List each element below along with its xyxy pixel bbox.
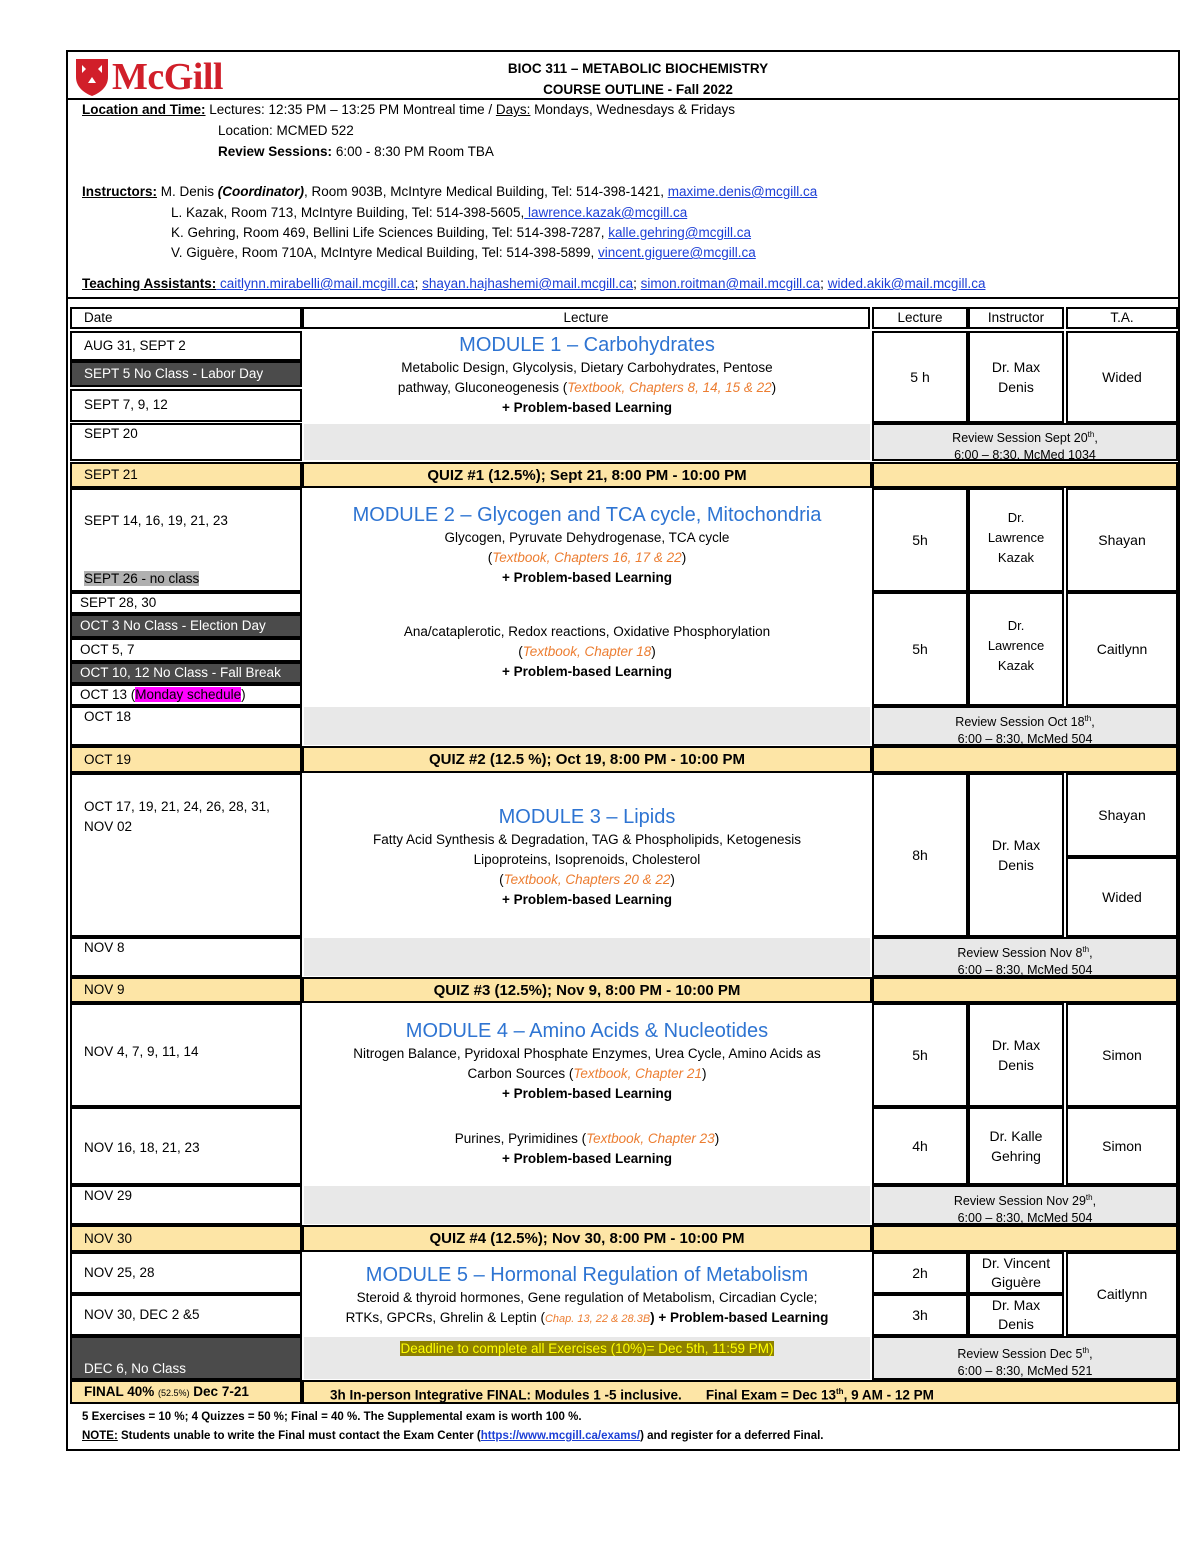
m5-instructor-1: Dr. Vincent Giguère bbox=[968, 1252, 1064, 1294]
m3-ta-2: Wided bbox=[1066, 857, 1178, 937]
email-ta-simon-link[interactable]: simon.roitman@mail.mcgill.ca bbox=[640, 276, 821, 291]
m4-hours: 5h bbox=[872, 1003, 968, 1107]
r2-date: OCT 18 bbox=[70, 706, 302, 746]
m4b-ta: Simon bbox=[1066, 1107, 1178, 1185]
m5-ta: Caitlynn bbox=[1066, 1252, 1178, 1336]
m1-ta: Wided bbox=[1066, 331, 1178, 423]
mcgill-logo bbox=[70, 54, 260, 98]
m4-desc2: Carbon Sources (Textbook, Chapter 21) bbox=[467, 1066, 707, 1081]
m2-title: MODULE 2 – Glycogen and TCA cycle, Mitochondria bbox=[352, 504, 822, 526]
m1-lecture bbox=[304, 332, 870, 424]
m1-desc1: Metabolic Design, Glycolysis, Dietary Carbohydrates, Pentose bbox=[401, 360, 773, 375]
m5-hours-2: 3h bbox=[872, 1294, 968, 1336]
m4b-pbl: + Problem-based Learning bbox=[502, 1151, 672, 1166]
email-ta-shayan-link[interactable]: shayan.hajhashemi@mail.mcgill.ca bbox=[422, 276, 634, 291]
m3-lecture bbox=[304, 804, 870, 914]
email-ta-caitlynn-link[interactable]: caitlynn.mirabelli@mail.mcgill.ca bbox=[216, 276, 415, 291]
m1-hours: 5 h bbox=[872, 331, 968, 423]
q1-blank bbox=[872, 462, 1178, 488]
m3-desc1: Fatty Acid Synthesis & Degradation, TAG & Phospholipids, Ketogenesis bbox=[373, 832, 801, 847]
m3-ref: (Textbook, Chapters 20 & 22) bbox=[499, 872, 675, 887]
email-giguere-link[interactable]: vincent.giguere@mcgill.ca bbox=[598, 245, 756, 260]
r4-review: Review Session Nov 29th, 6:00 – 8:30, McMed 504 bbox=[872, 1185, 1178, 1225]
m1-instructor: Dr. Max Denis bbox=[968, 331, 1064, 423]
dec6-date: DEC 6, No Class bbox=[70, 1336, 302, 1380]
email-kazak-link[interactable]: lawrence.kazak@mcgill.ca bbox=[524, 205, 688, 220]
course-title-line2: COURSE OUTLINE - Fall 2022 bbox=[543, 82, 733, 97]
dec6-review: Review Session Dec 5th, 6:00 – 8:30, McMed 521 bbox=[872, 1336, 1178, 1380]
dec6-deadline: Deadline to complete all Exercises (10%)= Dec 5th, 11:59 PM) bbox=[400, 1341, 774, 1356]
footer-note: NOTE: Students unable to write the Final must contact the Exam Center (https://www.mcgill.ca/exams/) and register for a deferred Final. bbox=[82, 1430, 824, 1442]
crest-icon bbox=[74, 57, 110, 97]
col-header-lecture: Lecture bbox=[302, 307, 870, 329]
m1-pbl: + Problem-based Learning bbox=[502, 400, 672, 415]
instructor-2: L. Kazak, Room 713, McIntyre Building, Tel: 514-398-5605, lawrence.kazak@mcgill.ca bbox=[171, 205, 688, 220]
r1-review: Review Session Sept 20th, 6:00 – 8:30, McMed 1034 bbox=[872, 423, 1178, 461]
m2b-hours: 5h bbox=[872, 592, 968, 706]
col-header-lecture-hours: Lecture bbox=[872, 307, 968, 329]
logo-wordmark: McGill bbox=[112, 56, 223, 98]
m4b-date-cell bbox=[70, 1107, 302, 1185]
col-header-instructor: Instructor bbox=[968, 307, 1064, 329]
m4-dates: NOV 4, 7, 9, 11, 14 bbox=[84, 1044, 199, 1059]
info-location: Location: MCMED 522 bbox=[218, 123, 354, 138]
info-review: Review Sessions: 6:00 - 8:30 PM Room TBA bbox=[218, 144, 494, 159]
q2-blank bbox=[872, 746, 1178, 773]
m5-date-2: NOV 30, DEC 2 &5 bbox=[70, 1294, 302, 1336]
r1-lecture-blank bbox=[304, 424, 870, 460]
m5-hours-1: 2h bbox=[872, 1252, 968, 1294]
m2b-instructor: Dr. Lawrence Kazak bbox=[968, 592, 1064, 706]
r2-lecture-blank bbox=[304, 707, 870, 745]
m4b-dates: NOV 16, 18, 21, 23 bbox=[84, 1140, 200, 1155]
m3-date-cell bbox=[70, 773, 302, 937]
m4-desc1: Nitrogen Balance, Pyridoxal Phosphate Enzymes, Urea Cycle, Amino Acids as bbox=[353, 1046, 821, 1061]
q2-date: OCT 19 bbox=[70, 746, 302, 773]
m2b-date-oct13: OCT 13 (Monday schedule) bbox=[70, 684, 302, 706]
footer-line1: 5 Exercises = 10 %; 4 Quizzes = 50 %; Final = 40 %. The Supplemental exam is worth 100 %. bbox=[82, 1411, 582, 1423]
m5-desc1: Steroid & thyroid hormones, Gene regulation of Metabolism, Circadian Cycle; bbox=[356, 1290, 818, 1305]
m5-lecture bbox=[304, 1262, 870, 1336]
info-location-line: Location and Time: Lectures: 12:35 PM – 13:25 PM Montreal time / Days: Mondays, Wednesdays & Fridays bbox=[82, 102, 736, 117]
m5-date-1: NOV 25, 28 bbox=[70, 1252, 302, 1294]
teaching-assistants: Teaching Assistants: caitlynn.mirabelli@mail.mcgill.ca; shayan.hajhashemi@mail.mcgill.ca; simon.roitman@mail.mcgill.ca; wided.akik@mail.mcgill.ca bbox=[82, 276, 986, 291]
r1-date: SEPT 20 bbox=[70, 423, 302, 461]
q3-text: QUIZ #3 (12.5%); Nov 9, 8:00 PM - 10:00 PM bbox=[302, 977, 872, 1003]
course-title bbox=[448, 58, 828, 100]
m2b-date-noclass-2: OCT 10, 12 No Class - Fall Break bbox=[70, 662, 302, 684]
m2b-ta: Caitlynn bbox=[1066, 592, 1178, 706]
m4-pbl: + Problem-based Learning bbox=[502, 1086, 672, 1101]
m4b-lecture bbox=[304, 1129, 870, 1179]
m2-ta: Shayan bbox=[1066, 488, 1178, 592]
instructor-4: V. Giguère, Room 710A, McIntyre Medical Building, Tel: 514-398-5899, vincent.giguere@mcgill.ca bbox=[171, 245, 756, 260]
m2b-ref: (Textbook, Chapter 18) bbox=[518, 644, 656, 659]
col-header-ta: T.A. bbox=[1066, 307, 1178, 329]
m5-title: MODULE 5 – Hormonal Regulation of Metabolism bbox=[365, 1264, 809, 1286]
m4b-hours: 4h bbox=[872, 1107, 968, 1185]
m4-title: MODULE 4 – Amino Acids & Nucleotides bbox=[405, 1020, 769, 1042]
q4-blank bbox=[872, 1225, 1178, 1252]
m2-dates: SEPT 14, 16, 19, 21, 23 bbox=[84, 513, 228, 528]
m1-date-2: SEPT 7, 9, 12 bbox=[70, 389, 302, 422]
r2-review: Review Session Oct 18th, 6:00 – 8:30, McMed 504 bbox=[872, 706, 1178, 746]
m3-instructor: Dr. Max Denis bbox=[968, 773, 1064, 937]
m2b-date-2: OCT 5, 7 bbox=[70, 638, 302, 662]
dec6-deadline-cell bbox=[304, 1337, 870, 1379]
q3-date: NOV 9 bbox=[70, 977, 302, 1003]
q4-text: QUIZ #4 (12.5%); Nov 30, 8:00 PM - 10:00 PM bbox=[302, 1225, 872, 1252]
r4-lecture-blank bbox=[304, 1186, 870, 1224]
m4-ta: Simon bbox=[1066, 1003, 1178, 1107]
m4-date-cell bbox=[70, 1003, 302, 1107]
r3-date: NOV 8 bbox=[70, 937, 302, 977]
m2-lecture bbox=[304, 502, 870, 592]
m2-ref: (Textbook, Chapters 16, 17 & 22) bbox=[487, 550, 687, 565]
email-ta-wided-link[interactable]: wided.akik@mail.mcgill.ca bbox=[827, 276, 986, 291]
r4-date: NOV 29 bbox=[70, 1185, 302, 1225]
email-gehring-link[interactable]: kalle.gehring@mcgill.ca bbox=[608, 225, 752, 240]
m2-desc: Glycogen, Pyruvate Dehydrogenase, TCA cycle bbox=[444, 530, 730, 545]
m1-title: MODULE 1 – Carbohydrates bbox=[459, 334, 715, 356]
course-outline bbox=[66, 50, 1180, 1451]
m3-ta-1: Shayan bbox=[1066, 773, 1178, 857]
m2-noclass: SEPT 26 - no class bbox=[84, 571, 200, 586]
col-header-date: Date bbox=[70, 307, 302, 329]
m2b-date-1: SEPT 28, 30 bbox=[70, 592, 302, 614]
r3-review: Review Session Nov 8th, 6:00 – 8:30, McMed 504 bbox=[872, 937, 1178, 977]
m1-date-1: AUG 31, SEPT 2 bbox=[70, 331, 302, 361]
m1-desc2: pathway, Gluconeogenesis (Textbook, Chapters 8, 14, 15 & 22) bbox=[397, 380, 777, 395]
instructor-3: K. Gehring, Room 469, Bellini Life Sciences Building, Tel: 514-398-7287, kalle.gehring@mcgill.ca bbox=[171, 225, 752, 240]
m4b-instructor: Dr. Kalle Gehring bbox=[968, 1107, 1064, 1185]
m2-date-cell bbox=[70, 488, 302, 592]
m4-instructor: Dr. Max Denis bbox=[968, 1003, 1064, 1107]
instructor-1: Instructors: M. Denis (Coordinator), Room 903B, McIntyre Medical Building, Tel: 514-398-1421, maxime.denis@mcgill.ca bbox=[82, 184, 818, 199]
m3-dates: OCT 17, 19, 21, 24, 26, 28, 31, NOV 02 bbox=[84, 799, 270, 834]
m3-hours: 8h bbox=[872, 773, 968, 937]
m1-date-noclass: SEPT 5 No Class - Labor Day bbox=[70, 361, 302, 387]
q1-date: SEPT 21 bbox=[70, 462, 302, 488]
m2-hours: 5h bbox=[872, 488, 968, 592]
final-date: FINAL 40% (52.5%) Dec 7-21 bbox=[70, 1380, 302, 1404]
exams-link[interactable]: https://www.mcgill.ca/exams/ bbox=[480, 1430, 641, 1442]
m3-pbl: + Problem-based Learning bbox=[502, 892, 672, 907]
m3-desc2: Lipoproteins, Isoprenoids, Cholesterol bbox=[473, 852, 701, 867]
email-denis-link[interactable]: maxime.denis@mcgill.ca bbox=[667, 184, 818, 199]
m4b-desc: Purines, Pyrimidines (Textbook, Chapter 23) bbox=[454, 1131, 720, 1146]
course-title-line1: BIOC 311 – METABOLIC BIOCHEMISTRY bbox=[507, 61, 769, 76]
r3-lecture-blank bbox=[304, 938, 870, 976]
m2b-lecture bbox=[304, 622, 870, 692]
m4-lecture bbox=[304, 1018, 870, 1108]
m5-instructor-2: Dr. Max Denis bbox=[968, 1294, 1064, 1336]
q3-blank bbox=[872, 977, 1178, 1003]
q4-date: NOV 30 bbox=[70, 1225, 302, 1252]
m2-instructor: Dr. Lawrence Kazak bbox=[968, 488, 1064, 592]
m2-pbl: + Problem-based Learning bbox=[502, 570, 672, 585]
final-text: 3h In-person Integrative FINAL: Modules 1 -5 inclusive. Final Exam = Dec 13th, 9 AM - 12 PM bbox=[302, 1380, 1178, 1404]
m2b-pbl: + Problem-based Learning bbox=[502, 664, 672, 679]
q1-text: QUIZ #1 (12.5%); Sept 21, 8:00 PM - 10:00 PM bbox=[302, 462, 872, 488]
m2b-date-noclass-1: OCT 3 No Class - Election Day bbox=[70, 614, 302, 638]
m5-desc2: RTKs, GPCRs, Ghrelin & Leptin (Chap. 13, 22 & 28.3B) + Problem-based Learning bbox=[345, 1310, 829, 1325]
q2-text: QUIZ #2 (12.5 %); Oct 19, 8:00 PM - 10:00 PM bbox=[302, 746, 872, 773]
m3-title: MODULE 3 – Lipids bbox=[498, 806, 676, 828]
m2b-desc: Ana/cataplerotic, Redox reactions, Oxidative Phosphorylation bbox=[403, 624, 771, 639]
